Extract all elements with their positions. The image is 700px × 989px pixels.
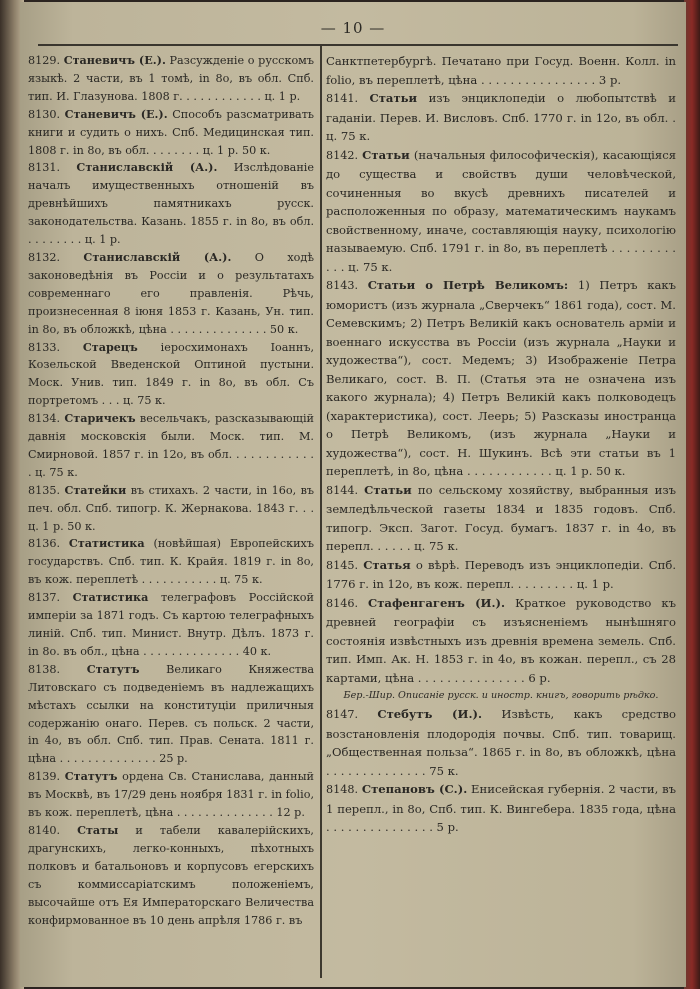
entry-text: (новѣйшая) Европейскихъ государствъ. Спб. тип. К. Крайя. 1819 г. in 8о, въ кож. переплетѣ . . . . . . . . . . . ц. 75 к. — [28, 537, 314, 587]
entry-title: Стафенгагенъ (И.). — [368, 595, 506, 610]
entry-text: Енисейская губернія. 2 части, въ 1 перепл., in 8о, Спб. тип. К. Вингебера. 1835 года, цѣна . . . . . . . . . . . . . . . 5 р. — [326, 782, 677, 834]
catalog-entry — [28, 822, 314, 929]
entry-text: изъ энциклопедіи о любопытствѣ и гаданіи. Перев. И. Висловъ. Спб. 1770 г. in 12о, въ обл. . ц. 75 к. — [326, 91, 677, 143]
entry-number: 8129. — [28, 54, 61, 67]
entry-text: Извѣсть, какъ средство возстановленія плодородія почвы. Спб. тип. товарищ. „Общественная польза“. 1865 г. in 8о, въ обложкѣ, цѣна . . . . . . . . . . . . . . 75 к. — [326, 707, 677, 778]
entry-text: и табели кавалерійскихъ, драгунскихъ, легко-конныхъ, пѣхотныхъ полковъ и батальоновъ и корпусовъ егерскихъ съ коммиссаріатскимъ положеніемъ, высочайше отъ Ея Императорскаго Величества конфирмованное въ 10 день апрѣля 1786 г. въ — [28, 823, 314, 927]
catalog-entry — [28, 589, 314, 661]
entry-title: Статьи — [362, 147, 410, 162]
entry-text: Изслѣдованіе началъ имущественныхъ отношеній въ древнѣйшихъ памятникахъ русск. законодательства. Казань. 1855 г. in 8о, въ обл. . . . . . . . . ц. 1 р. — [28, 161, 314, 247]
entry-number: 8135. — [28, 483, 61, 497]
entry-number: 8130. — [28, 107, 61, 121]
entry-title: Статутъ — [64, 769, 118, 784]
entry-title: Станиславскій (А.). — [76, 160, 218, 175]
entry-text: телеграфовъ Россійской имперіи за 1871 годъ. Съ картою телеграфныхъ линій. Спб. тип. Минист. Внутр. Дѣлъ. 1873 г. in 8о. въ обл., цѣна . . . . . . . . . . . . . . 40 к. — [28, 591, 314, 658]
entry-title: Статистика — [68, 536, 145, 551]
catalog-entry — [326, 594, 676, 688]
entry-title: Статутъ — [86, 661, 140, 676]
entry-number: 8138. — [28, 662, 61, 676]
entry-number: 8141. — [326, 92, 359, 105]
catalog-entry — [28, 410, 314, 482]
entry-number: 8134. — [28, 412, 61, 426]
entry-text: весельчакъ, разсказывающій давнія московскія были. Моск. тип. М. Смирновой. 1857 г. in 12о, въ обл. . . . . . . . . . . . . ц. 75 к. — [28, 412, 314, 479]
entry-number: 8146. — [326, 596, 359, 610]
entry-number: 8139. — [28, 770, 61, 784]
catalog-entry — [326, 52, 676, 89]
book-page — [20, 2, 686, 987]
entry-text: о вѣрѣ. Переводъ изъ энциклопедіи. Спб. 1776 г. in 12о, въ кож. перепл. . . . . . . . . ц. 1 р. — [326, 557, 677, 591]
entry-text: Способъ разсматривать книги и судить о нихъ. Спб. Медицинская тип. 1808 г. in 8о, въ обл. . . . . . . . ц. 1 р. 50 к. — [28, 107, 314, 157]
entry-text: Санктпетербургѣ. Печатано при Госуд. Военн. Колл. in folio, въ переплетѣ, цѣна . . . . . . . . . . . . . . . . 3 р. — [326, 54, 676, 87]
entry-number: 8145. — [326, 558, 359, 572]
entry-text: О ходѣ законоведѣнія въ Россіи и о результатахъ современнаго его правленія. Рѣчь, произнесенная 8 іюня 1853 г. Казань, Ун. тип. in 8о, въ обложкѣ, цѣна . . . . . . . . . . . . . . 50 к. — [28, 250, 314, 336]
catalog-entry — [28, 249, 314, 339]
page-number: — 10 — — [320, 19, 386, 37]
entry-title: Стебутъ (И.). — [377, 707, 483, 721]
catalog-entry — [28, 482, 314, 536]
bibliographic-note: Бер.-Шир. Описаніе русск. и иностр. книгъ, говорить рѣдко. — [343, 690, 659, 701]
catalog-entry — [326, 481, 676, 556]
catalog-entry — [326, 556, 676, 594]
header-rule — [38, 44, 678, 46]
entry-title: Статейки — [64, 482, 127, 497]
entry-title: Статьи — [369, 91, 418, 105]
entry-number: 8148. — [326, 783, 359, 796]
entry-text: Великаго Княжества Литовскаго съ подведеніемъ въ надлежащихъ мѣстахъ ссылки на конституціи приличныя содержанію онаго. Перев. съ польск. 2 части, in 4о, въ обл. Спб. тип. Прав. Сената. 1811 г. цѣна . . . . . . . . . . . . . . 25 р. — [28, 662, 315, 766]
entry-title: Статья — [363, 557, 411, 572]
entry-title: Старецъ — [82, 339, 138, 354]
left-column — [28, 52, 314, 929]
catalog-entry — [326, 146, 676, 277]
entry-text: іеросхимонахъ Іоаннъ, Козельской Введенской Оптиной пустыни. Моск. Унив. тип. 1849 г. in 8о, въ обл. Съ портретомъ . . . ц. 75 к. — [28, 340, 315, 408]
entry-number: 8131. — [28, 161, 61, 175]
column-separator — [320, 46, 322, 978]
entry-number: 8142. — [326, 148, 359, 162]
catalog-entry — [28, 52, 314, 106]
entry-text: по сельскому хозяйству, выбранныя изъ земледѣльческой газеты 1834 и 1835 годовъ. Спб. типогр. Эксп. Загот. Госуд. бумагъ. 1837 г. in 4о, въ перепл. . . . . . ц. 75 к. — [326, 482, 677, 553]
catalog-entry — [28, 159, 314, 249]
entry-number: 8136. — [28, 537, 61, 551]
entry-number: 8140. — [28, 823, 61, 837]
catalog-entry — [28, 106, 314, 160]
catalog-entry — [326, 89, 676, 146]
entry-number: 8143. — [326, 279, 359, 292]
entry-title: Статьи — [364, 482, 412, 497]
entry-number: 8132. — [28, 250, 61, 264]
entry-title: Статы — [77, 822, 119, 837]
right-column — [326, 52, 676, 837]
entry-text: Разсужденіе о русскомъ языкѣ. 2 части, въ 1 томѣ, in 8о, въ обл. Спб. тип. И. Глазунова. 1808 г. . . . . . . . . . . . ц. 1 р. — [28, 54, 314, 103]
catalog-entry — [28, 535, 314, 589]
book-cover-edge — [684, 0, 700, 989]
entry-number: 8137. — [28, 591, 61, 605]
entry-title: Статьи о Петрѣ Великомъ: — [367, 278, 569, 292]
catalog-entry — [326, 705, 676, 780]
catalog-entry — [28, 768, 314, 822]
catalog-entry — [28, 339, 314, 411]
entry-text: Краткое руководство къ древней географіи съ изъясненіемъ нынѣшняго состоянія извѣстныхъ изъ древнія времена земель. Спб. тип. Имп. Ак. Н. 1853 г. in 4о, въ кожан. перепл., съ 28 картами, цѣна . . . . . . . . . . . . . . . 6 р. — [326, 595, 676, 685]
entry-text: (начальныя философическія), касающіяся до существа и свойствъ души человѣческой, сочиненныя во вкусѣ древнихъ писателей и расположенныя по образу, математическимъ наукамъ свойственному, иначе, составляющія науку, психологію называемую. Спб. 1791 г. in 8о, въ переплетѣ . . . . . . . . . . . . ц. 75 к. — [326, 147, 677, 274]
entry-text: ордена Св. Станислава, данный въ Москвѣ, въ 17/29 день ноября 1831 г. in folio, въ кож. переплетѣ, цѣна . . . . . . . . . . . . . . 12 р. — [28, 770, 314, 820]
entry-title: Статистика — [72, 590, 149, 605]
entry-number: 8133. — [28, 340, 61, 354]
entry-title: Станевичъ (Е.). — [63, 53, 166, 67]
entry-title: Старичекъ — [64, 411, 136, 426]
entry-title: Станиславскій (А.). — [83, 249, 232, 264]
entry-text: 1) Петръ какъ юмористъ (изъ журнала „Сверчекъ“ 1861 года), сост. М. Семевскимъ; 2) Петръ Великій какъ основатель арміи и военнаго искусства въ Россіи (изъ журнала „Науки и художества“), сост. Медемъ; 3) Изображеніе Петра Великаго, сост. В. П. (Статья эта не означена изъ какого журнала); 4) Петръ Великій какъ полководецъ (характеристика), сост. Леерь; 5) Разсказы иностранца о Петрѣ Великомъ, (изъ журнала „Науки и художества“), сост. Н. Шукинъ. Всѣ эти статьи въ 1 переплетѣ, in 8о, цѣна . . . . . . . . . . . . ц. 1 р. 50 к. — [326, 278, 677, 478]
entry-title: Станевичъ (Е.). — [64, 106, 168, 121]
entry-text: въ стихахъ. 2 части, in 16о, въ печ. обл. Спб. типогр. К. Жернакова. 1843 г. . . ц. 1 р. 50 к. — [28, 483, 314, 533]
catalog-entry — [326, 780, 676, 837]
entry-number: 8147. — [326, 708, 359, 721]
catalog-entry — [28, 661, 314, 768]
entry-title: Степановъ (С.). — [361, 782, 468, 796]
catalog-entry — [326, 276, 676, 481]
entry-number: 8144. — [326, 483, 359, 497]
